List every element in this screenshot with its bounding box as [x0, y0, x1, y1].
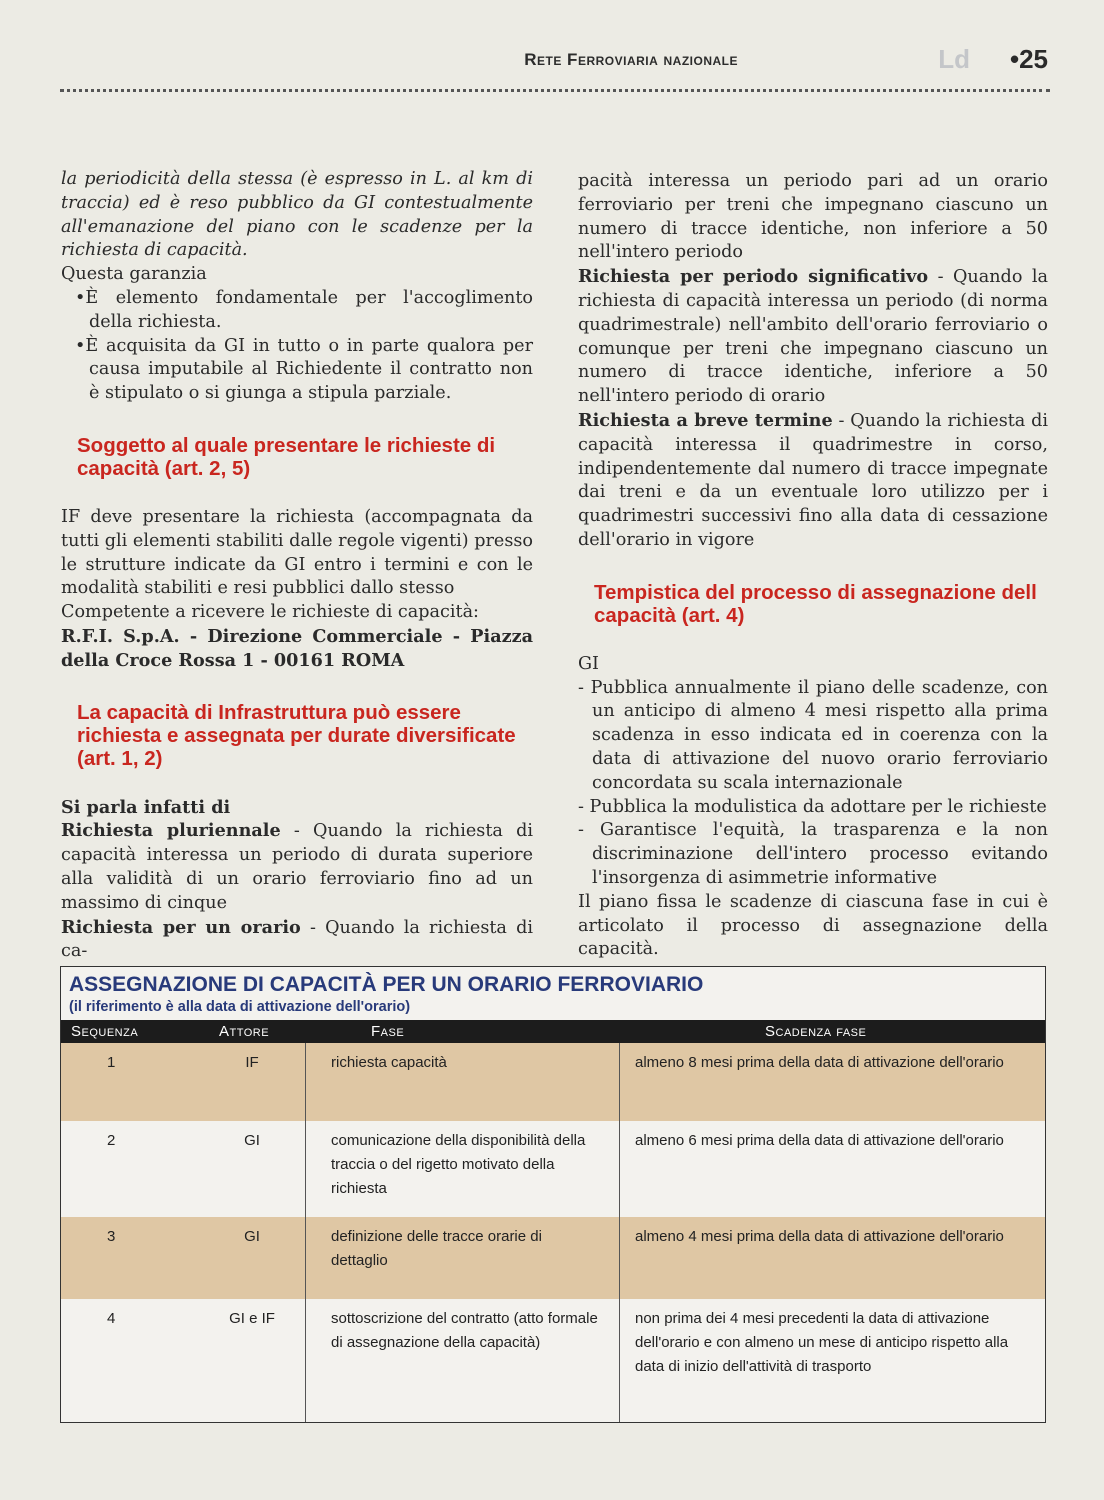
header-divider — [60, 89, 1050, 92]
header-sequenza: Sequenza — [71, 1023, 139, 1040]
paragraph: Competente a ricevere le richieste di capacità: — [61, 602, 479, 623]
definition-paragraph — [61, 916, 533, 965]
bullet-item: •È acquisita da GI in tutto o in parte qualora per causa imputabile al Richiedente il contratto non è stipulato o si giunga a stipula parziale. — [75, 335, 533, 404]
definition-text: - Quando la richiesta di capacità interessa un periodo di durata superiore alla validità di un orario ferroviario fino ad un massimo di cinque — [61, 821, 533, 913]
cell-phase: richiesta capacità — [331, 1054, 447, 1071]
table-row — [61, 1217, 1045, 1299]
cell-deadline: almeno 8 mesi prima della data di attivazione dell'orario — [635, 1054, 1004, 1071]
definition-paragraph — [578, 265, 1048, 409]
cell-deadline: almeno 4 mesi prima della data di attivazione dell'orario — [635, 1228, 1004, 1245]
cell-sequence: 1 — [107, 1054, 116, 1071]
cell-sequence: 2 — [107, 1132, 116, 1149]
cell-actor: GI — [244, 1228, 260, 1245]
paragraph: IF deve presentare la richiesta (accompagnata da tutti gli elementi stabiliti dalle regole vigenti) presso le strutture indicate da GI entro i termini e con le modalità stabiliti e resi pubblici dallo stesso — [61, 506, 533, 599]
cell-phase: definizione delle tracce orarie di dettaglio — [331, 1228, 542, 1269]
cell-deadline: almeno 6 mesi prima della data di attivazione dell'orario — [635, 1132, 1004, 1149]
table-row — [61, 1121, 1045, 1217]
dash-item: - Pubblica annualmente il piano delle scadenze, con un anticipo di almeno 4 mesi rispetto alla prima scadenza in esso indicata ed in coerenza con la data di attivazione del nuovo orario ferroviario concordata su scala internazionale — [578, 677, 1048, 793]
section-heading: Tempistica del processo di assegnazione dell capacità (art. 4) — [594, 580, 1037, 627]
header-fase: Fase — [371, 1023, 405, 1040]
dash-item: - Pubblica la modulistica da adottare per le richieste — [578, 796, 1047, 817]
section-heading: La capacità di Infrastruttura può essere richiesta e assegnata per durate diversificate (art. 1, 2) — [77, 700, 516, 770]
definition-text: - Quando la richiesta di capacità interessa un periodo (di norma quadrimestrale) nell'ambito dell'orario ferroviario o comunque per treni che impegnano ciascuno un numero di tracce identiche, inferiore a 50 nell'intero periodo di orario — [578, 267, 1048, 407]
cell-phase: comunicazione della disponibilità della traccia o del rigetto motivato della richiesta — [331, 1132, 586, 1197]
left-column — [61, 168, 533, 964]
definition-label: Richiesta pluriennale — [61, 820, 281, 842]
guarantee-intro: Questa garanzia — [61, 264, 207, 285]
address: R.F.I. S.p.A. - Direzione Commerciale - Piazza della Croce Rossa 1 - 00161 ROMA — [61, 625, 533, 671]
section-title: Rete Ferroviaria nazionale — [524, 50, 738, 69]
table-header — [61, 1020, 1045, 1043]
cell-phase: sottoscrizione del contratto (atto formale di assegnazione della capacità) — [331, 1310, 598, 1351]
assignment-table — [60, 966, 1046, 1423]
bullet-item: •È elemento fondamentale per l'accoglimento della richiesta. — [75, 287, 533, 332]
table-row — [61, 1299, 1045, 1420]
definition-text: - Quando la richiesta di ca- — [61, 917, 533, 962]
paragraph: Il piano fissa le scadenze di ciascuna fase in cui è articolato il processo di assegnazione della capacità. — [578, 891, 1048, 960]
right-column — [578, 170, 1048, 962]
section-heading: Soggetto al quale presentare le richieste di capacità (art. 2, 5) — [77, 433, 496, 480]
cell-actor: GI e IF — [229, 1310, 275, 1327]
cell-deadline: non prima dei 4 mesi precedenti la data di attivazione dell'orario e con almeno un mese di anticipo rispetto alla data di inizio dell'attività di trasporto — [635, 1310, 1009, 1375]
paragraph: pacità interessa un periodo pari ad un orario ferroviario per treni che impegnano ciascuno un numero di tracce identiche, non inferiore a 50 nell'intero periodo — [578, 171, 1048, 263]
table-row — [61, 1043, 1045, 1121]
table-title: ASSEGNAZIONE DI CAPACITÀ PER UN ORARIO FERROVIARIO — [69, 973, 704, 996]
definition-paragraph — [61, 819, 533, 915]
paragraph: Si parla infatti di — [61, 796, 231, 818]
actor-label: GI — [578, 653, 600, 674]
header-attore: Attore — [219, 1023, 270, 1040]
header-scadenza: Scadenza fase — [765, 1023, 867, 1040]
definition-text: - Quando la richiesta di capacità interessa il quadrimestre in corso, indipendentemente dal numero di tracce impegnate dai treni e da un eventuale loro utilizzo per i quadrimestri successivi fino alla data di cessazione dell'orario in vigore — [578, 410, 1049, 550]
column-divider — [305, 1043, 306, 1422]
cell-sequence: 3 — [107, 1228, 116, 1245]
definition-paragraph — [578, 409, 1048, 553]
definition-label: Richiesta per periodo significativo — [578, 266, 929, 288]
definition-label: Richiesta a breve termine — [578, 409, 833, 431]
page-header — [60, 44, 1050, 80]
table-subtitle: (il riferimento è alla data di attivazione dell'orario) — [69, 999, 411, 1015]
definition-label: Richiesta per un orario — [61, 916, 301, 938]
column-divider — [619, 1043, 620, 1422]
italic-paragraph: la periodicità della stessa (è espresso in L. al km di traccia) ed è reso pubblico da GI contestualmente all'emanazione del piano con le scadenze per la richiesta di capacità. — [61, 169, 533, 261]
cell-actor: IF — [245, 1054, 259, 1071]
cell-actor: GI — [244, 1132, 260, 1149]
magazine-logo: Ld — [938, 44, 970, 74]
dash-item: - Garantisce l'equità, la trasparenza e la non discriminazione dell'intero processo evitando l'insorgenza di asimmetrie informative — [578, 820, 1048, 888]
page-number: •25 — [1009, 44, 1048, 74]
cell-sequence: 4 — [107, 1310, 116, 1327]
